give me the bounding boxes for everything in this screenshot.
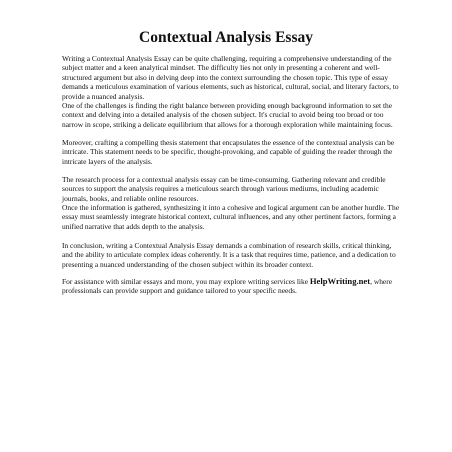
paragraph-closing	[62, 277, 400, 296]
paragraph-synthesis: Once the information is gathered, synthesizing it into a cohesive and logical argument can be another hurdle. The essay must seamlessly integrate historical context, cultural influences, and any other pertinent factors, forming a unified narrative that adds depth to the analysis.	[62, 203, 399, 231]
paragraph-thesis: Moreover, crafting a compelling thesis statement that encapsulates the essence of the contextual analysis can be intricate. This statement needs to be specific, thought-provoking, and capable of guiding the reader through the intricate layers of the analysis.	[62, 138, 395, 166]
document-title: Contextual Analysis Essay	[139, 29, 313, 46]
paragraph-research: The research process for a contextual analysis essay can be time-consuming. Gathering relevant and credible sources to support the analysis requires a meticulous search through various mediums, including academic journals, books, and reliable online resources.	[62, 175, 386, 203]
helpwriting-link[interactable]: HelpWriting.net	[309, 276, 371, 286]
paragraph-conclusion: In conclusion, writing a Contextual Analysis Essay demands a combination of research skills, critical thinking, and the ability to articulate complex ideas coherently. It is a task that requires time, patience, and a dedication to presenting a nuanced understanding of the chosen subject within its broader context.	[62, 241, 396, 269]
closing-text-after-link: , where professionals can provide support and guidance tailored to your specific needs.	[62, 277, 393, 296]
closing-text-before-link: For assistance with similar essays and more, you may explore writing services like	[62, 277, 310, 286]
paragraph-intro: Writing a Contextual Analysis Essay can be quite challenging, requiring a comprehensive understanding of the subject matter and a keen analytical mindset. The difficulty lies not only in presenting a coherent and well-structured argument but also in delving deep into the context surrounding the chosen topic. This type of essay demands a meticulous examination of various elements, such as historical, cultural, social, and literary factors, to provide a nuanced analysis.	[62, 54, 399, 101]
paragraph-balance: One of the challenges is finding the right balance between providing enough background information to set the context and delving into a detailed analysis of the chosen subject. It's crucial to avoid being too broad or too narrow in scope, striking a delicate equilibrium that allows for a thorough exploration while maintaining focus.	[62, 101, 393, 129]
